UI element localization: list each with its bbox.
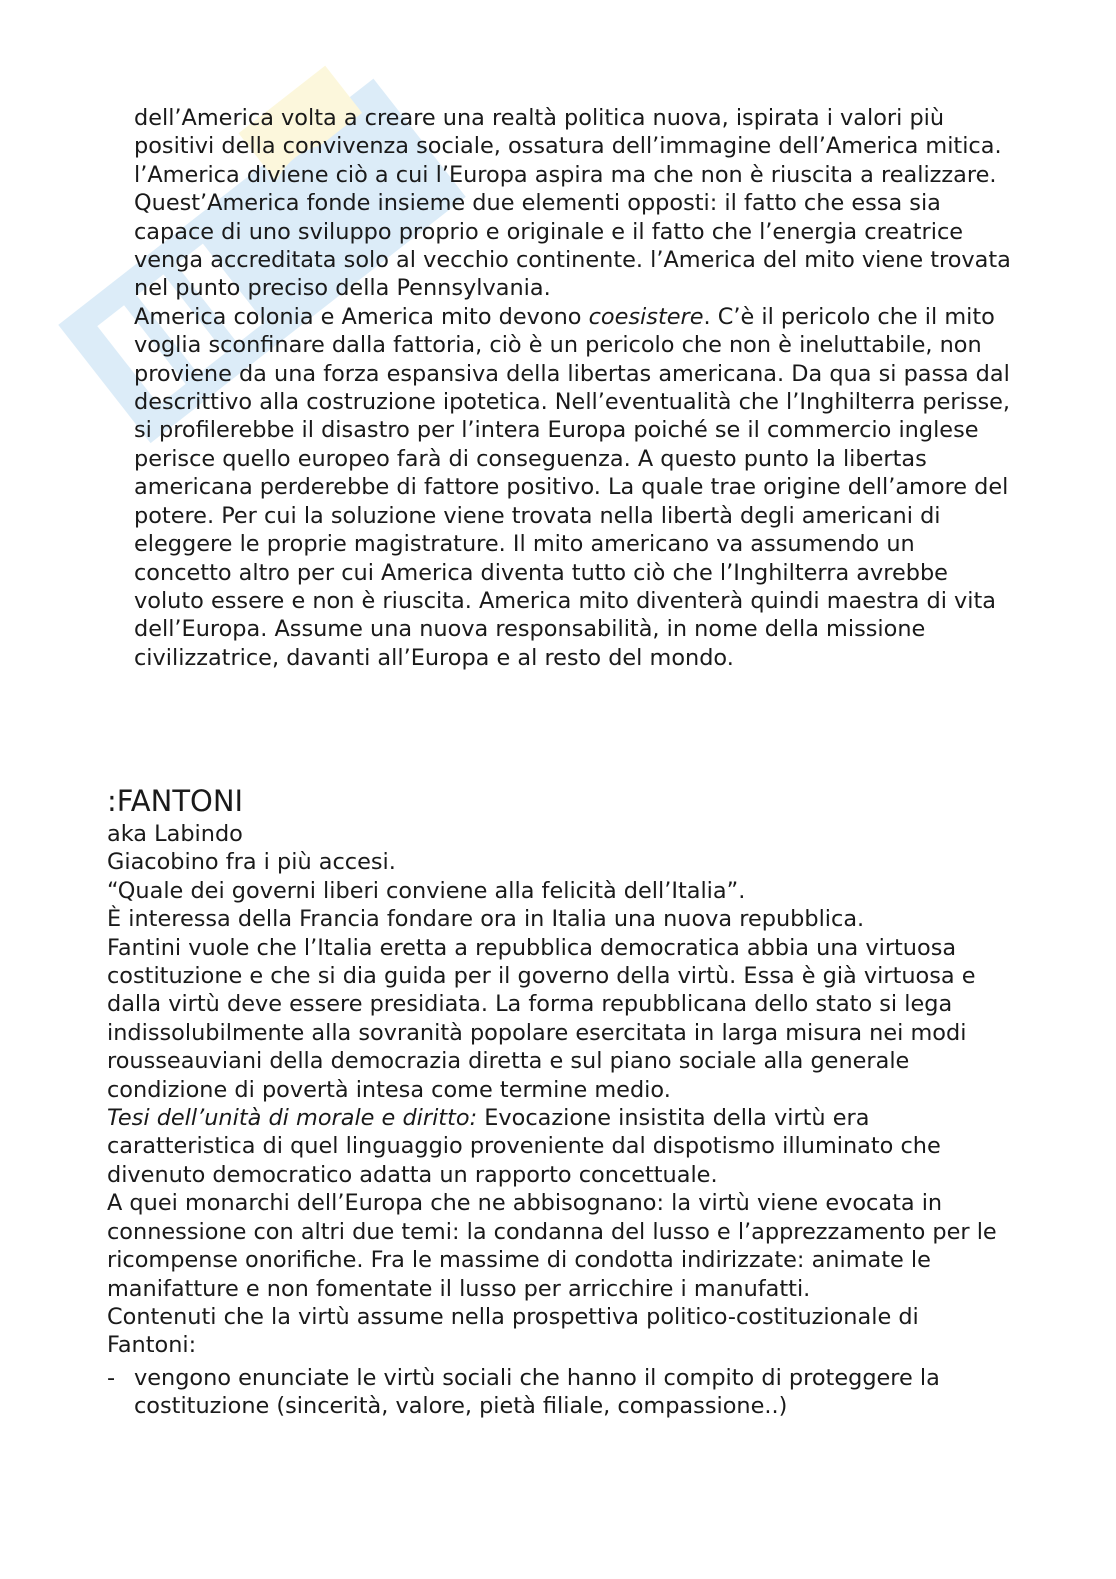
list-item xyxy=(107,1364,1007,1421)
list-item-text: vengono enunciate le virtù sociali che hanno il compito di proteggere la costituzione (sincerità, valore, pietà filiale, compassione..) xyxy=(134,1364,940,1420)
line-aka: aka Labindo xyxy=(107,821,243,847)
tesi-text: Evocazione insistita della virtù era caratteristica di quel linguaggio proveniente dal dispotismo illuminato che divenuto democratico adatta un rapporto concettuale. xyxy=(107,1105,941,1188)
tesi-paragraph xyxy=(107,1104,1007,1189)
fantoni-section xyxy=(107,820,1007,1421)
contenuti-paragraph: Contenuti che la virtù assume nella prospettiva politico-costituzionale di Fantoni: xyxy=(107,1303,919,1359)
fantini-paragraph: Fantini vuole che l’Italia eretta a repubblica democratica abbia una virtuosa costituzione e che si dia guida per il governo della virtù. Essa è già virtuosa e dalla virtù deve essere presidiata. La forma repubblicana dello stato si lega indissolubilmente alla sovranità popolare esercitata in larga misura nei modi rousseauviani della democrazia diretta e sul piano sociale alla generale condizione di povertà intesa come termine medio. xyxy=(107,934,976,1103)
bullet-dash: - xyxy=(107,1364,116,1391)
line-interesse: È interessa della Francia fondare ora in Italia una nuova repubblica. xyxy=(107,906,865,933)
america-paragraph-2 xyxy=(134,303,1014,672)
coesistere-emphasis: coesistere xyxy=(588,303,704,330)
line-quote: “Quale dei governi liberi conviene alla felicità dell’Italia”. xyxy=(107,877,746,904)
monarchi-paragraph: A quei monarchi dell’Europa che ne abbisognano: la virtù viene evocata in connessione con altri due temi: la condanna del lusso e l’apprezzamento per le ricompense onorifiche. Fra le massime di condotta indirizzate: animate le manifatture e non fomentate il lusso per arricchire i manufatti. xyxy=(107,1190,997,1302)
america-paragraph-2-start: America colonia e America mito devono xyxy=(134,303,589,330)
section-title-fantoni: :FANTONI xyxy=(107,784,244,818)
america-paragraph-1: dell’America volta a creare una realtà politica nuova, ispirata i valori più positivi della convivenza sociale, ossatura dell’immagine dell’America mitica. l’America diviene ciò a cui l’Europa aspira ma che non è riuscita a realizzare. Quest’America fonde insieme due elementi opposti: il fatto che essa sia capace di uno sviluppo proprio e originale e il fatto che l’energia creatrice venga accreditata solo al vecchio continente. l’America del mito viene trovata nel punto preciso della Pennsylvania. xyxy=(134,105,1011,302)
line-giacobino: Giacobino fra i più accesi. xyxy=(107,849,396,876)
america-section xyxy=(134,104,1014,672)
tesi-heading: Tesi dell’unità di morale e diritto: xyxy=(107,1105,478,1132)
america-paragraph-2-rest: . C’è il pericolo che il mito voglia sconfinare dalla fattoria, ciò è un pericolo che non è ineluttabile, non proviene da una forza espansiva della libertas americana. Da qua si passa dal descrittivo alla costruzione ipotetica. Nell’eventualità che l’Inghilterra perisse, si profilerebbe il disastro per l’intera Europa poiché se il commercio inglese perisce quello europeo farà di conseguenza. A questo punto la libertas americana perderebbe di fattore positivo. La quale trae origine dell’amore del potere. Per cui la soluzione viene trovata nella libertà degli americani di eleggere le proprie magistrature. Il mito americano va assumendo un concetto altro per cui America diventa tutto ciò che l’Inghilterra avrebbe voluto essere e non è riuscita. America mito diventerà quindi maestra di vita dell’Europa. Assume una nuova responsabilità, in nome della missione civilizzatrice, davanti all’Europa e al resto del mondo. xyxy=(134,303,1011,671)
virtues-list xyxy=(107,1364,1007,1421)
